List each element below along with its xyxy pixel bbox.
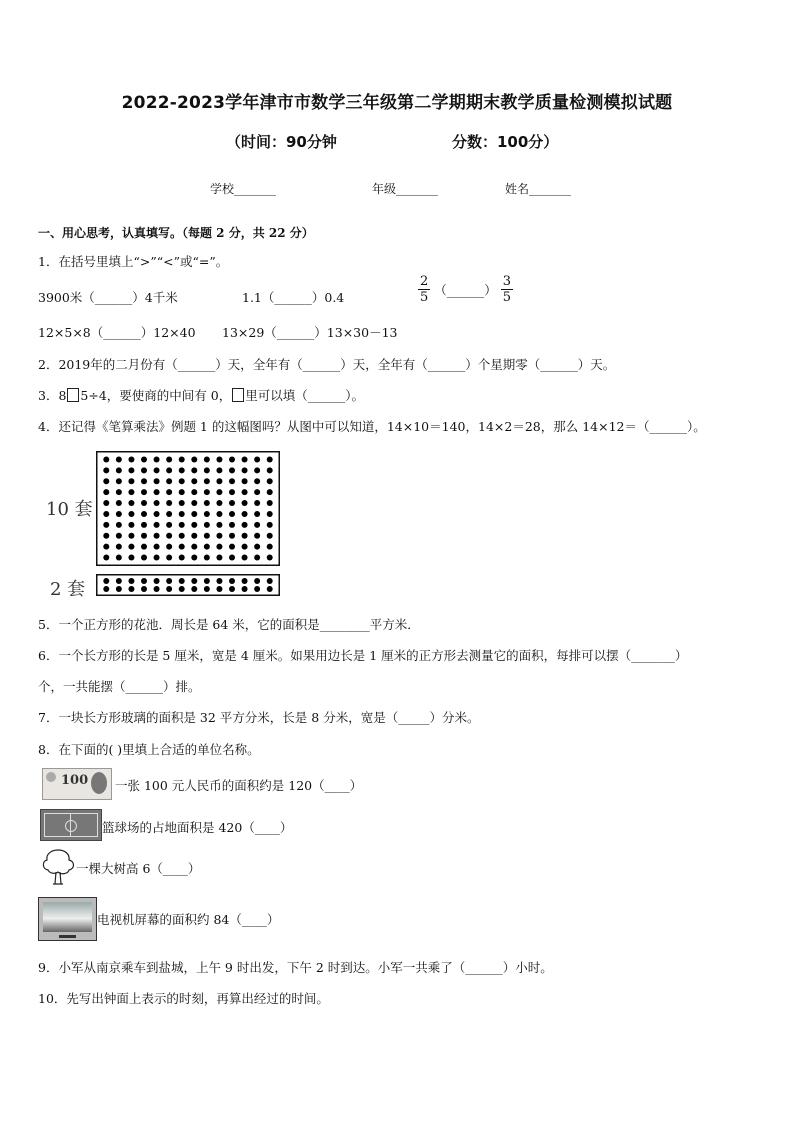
- dot: [154, 511, 160, 517]
- basketball-court-icon: [40, 809, 102, 841]
- question-6-line-2: 个，一共能摆（______）排。: [38, 679, 201, 694]
- dot: [103, 489, 109, 495]
- dot: [179, 555, 185, 561]
- dot: [103, 478, 109, 484]
- question-1-stem: 1．在括号里填上“>”“<”或“=”。: [38, 254, 229, 269]
- dot: [216, 586, 222, 592]
- dot: [128, 456, 134, 462]
- dot: [242, 467, 248, 473]
- dot: [254, 511, 260, 517]
- dot: [166, 489, 172, 495]
- dot: [154, 522, 160, 528]
- dot: [103, 511, 109, 517]
- question-8-d: 电视机屏幕的面积约 84（____）: [97, 912, 280, 927]
- dot: [216, 478, 222, 484]
- dot: [242, 522, 248, 528]
- dot: [166, 578, 172, 584]
- dot-label-2: 2 套: [50, 579, 86, 600]
- question-1-d: 13×29（______）13×30－13: [222, 325, 398, 340]
- dot: [166, 522, 172, 528]
- dot: [204, 456, 210, 462]
- dot: [179, 578, 185, 584]
- dot-array-border: [97, 575, 280, 596]
- dot: [141, 500, 147, 506]
- dot: [191, 586, 197, 592]
- dot: [204, 511, 210, 517]
- school-field[interactable]: 学校_______: [210, 182, 277, 196]
- dot: [216, 544, 222, 550]
- dot: [267, 544, 273, 550]
- dot: [191, 467, 197, 473]
- dot: [154, 456, 160, 462]
- blank-square-icon[interactable]: [232, 388, 244, 402]
- dot: [191, 511, 197, 517]
- dot: [128, 544, 134, 550]
- dot: [229, 522, 235, 528]
- dot: [179, 467, 185, 473]
- dot: [191, 489, 197, 495]
- dot: [103, 578, 109, 584]
- dot: [267, 456, 273, 462]
- question-10: 10．先写出钟面上表示的时刻，再算出经过的时间。: [38, 991, 329, 1006]
- dot: [229, 478, 235, 484]
- dot: [242, 511, 248, 517]
- blank-square-icon[interactable]: [67, 388, 79, 402]
- dot: [103, 522, 109, 528]
- dot: [154, 478, 160, 484]
- dot: [254, 478, 260, 484]
- dot: [191, 555, 197, 561]
- dot: [128, 500, 134, 506]
- television-icon: [38, 897, 97, 941]
- section-heading: 一、用心思考，认真填写。（每题 2 分，共 22 分）: [38, 226, 314, 240]
- dot: [166, 586, 172, 592]
- dot: [267, 467, 273, 473]
- question-3: 3．8 5÷4，要使商的中间有 0， 里可以填（______）。: [38, 388, 364, 403]
- question-6-line-1: 6．一个长方形的长是 5 厘米，宽是 4 厘米。如果用边长是 1 厘米的正方形去测量它的面积，每排可以摆（_______）: [38, 648, 688, 663]
- question-1-a: 3900米（______）4千米: [38, 290, 178, 305]
- dot: [267, 555, 273, 561]
- question-2: 2．2019年的二月份有（______）天，全年有（______）天，全年有（______）个星期零（______）天。: [38, 357, 616, 372]
- dot: [229, 544, 235, 550]
- dot: [179, 500, 185, 506]
- dot-label-10: 10 套: [46, 499, 93, 520]
- fraction-left: $\frac{2}{5}$: [420, 274, 429, 305]
- dot: [191, 500, 197, 506]
- dot: [242, 456, 248, 462]
- dot: [229, 533, 235, 539]
- dot: [216, 578, 222, 584]
- dot: [267, 511, 273, 517]
- dot: [229, 456, 235, 462]
- dot: [141, 578, 147, 584]
- dot: [166, 456, 172, 462]
- dot: [179, 489, 185, 495]
- dot: [141, 489, 147, 495]
- dot: [242, 478, 248, 484]
- dot: [254, 489, 260, 495]
- dot: [116, 533, 122, 539]
- dot: [103, 533, 109, 539]
- dot: [267, 586, 273, 592]
- dot: [154, 489, 160, 495]
- dot: [267, 489, 273, 495]
- question-8-stem: 8．在下面的( )里填上合适的单位名称。: [38, 742, 260, 757]
- dot: [141, 544, 147, 550]
- dot: [141, 586, 147, 592]
- dot: [216, 456, 222, 462]
- exam-score: 分数：100分）: [452, 133, 559, 151]
- dot: [267, 533, 273, 539]
- tree-icon: [40, 846, 76, 886]
- dot: [267, 500, 273, 506]
- dot: [103, 586, 109, 592]
- dot: [166, 478, 172, 484]
- dot: [229, 586, 235, 592]
- dot: [103, 544, 109, 550]
- dot: [254, 544, 260, 550]
- dot: [141, 555, 147, 561]
- dot: [254, 467, 260, 473]
- dot: [116, 586, 122, 592]
- dot: [254, 586, 260, 592]
- dot: [128, 478, 134, 484]
- dot: [204, 533, 210, 539]
- dot: [116, 478, 122, 484]
- dot: [116, 555, 122, 561]
- dot: [204, 522, 210, 528]
- dot: [191, 522, 197, 528]
- dot: [216, 533, 222, 539]
- dot: [242, 555, 248, 561]
- dot: [216, 522, 222, 528]
- dot: [204, 555, 210, 561]
- dot: [254, 533, 260, 539]
- dot: [204, 467, 210, 473]
- dot: [116, 467, 122, 473]
- dot: [204, 544, 210, 550]
- dot: [154, 533, 160, 539]
- dot: [116, 511, 122, 517]
- dot: [179, 544, 185, 550]
- dot: [229, 489, 235, 495]
- dot: [216, 467, 222, 473]
- dot: [229, 500, 235, 506]
- dot: [154, 467, 160, 473]
- dot: [229, 511, 235, 517]
- dot: [204, 586, 210, 592]
- dot: [166, 533, 172, 539]
- dot: [204, 478, 210, 484]
- dot: [154, 586, 160, 592]
- dot: [204, 500, 210, 506]
- dot: [116, 522, 122, 528]
- dot: [116, 500, 122, 506]
- dot-array-10-rows: [96, 451, 280, 566]
- dot: [242, 489, 248, 495]
- dot: [204, 489, 210, 495]
- dot: [103, 456, 109, 462]
- dot: [216, 555, 222, 561]
- dot: [141, 533, 147, 539]
- dot: [103, 555, 109, 561]
- dot: [128, 467, 134, 473]
- dot: [128, 586, 134, 592]
- dot: [154, 500, 160, 506]
- dot: [242, 586, 248, 592]
- dot: [191, 533, 197, 539]
- dot: [154, 578, 160, 584]
- dot: [204, 578, 210, 584]
- dot: [254, 500, 260, 506]
- question-5: 5．一个正方形的花池．周长是 64 米，它的面积是________平方米．: [38, 617, 420, 632]
- question-8-c: 一棵大树高 6（____）: [76, 861, 201, 876]
- dot: [141, 522, 147, 528]
- dot: [166, 511, 172, 517]
- dot-array-border: [97, 452, 280, 566]
- dot: [103, 500, 109, 506]
- dot: [141, 511, 147, 517]
- dot: [179, 533, 185, 539]
- exam-time: （时间：90分钟: [226, 133, 337, 151]
- question-9: 9．小军从南京乘车到盐城，上午 9 时出发，下午 2 时到达。小军一共乘了（______）小时。: [38, 960, 553, 975]
- question-4: 4．还记得《笔算乘法》例题 1 的这幅图吗？从图中可以知道，14×10＝140，14×2＝28，那么 14×12＝（______）。: [38, 419, 706, 434]
- dot: [191, 544, 197, 550]
- dot: [191, 578, 197, 584]
- question-1-b: 1.1（______）0.4: [242, 290, 345, 305]
- fraction-right: $\frac{3}{5}$: [502, 274, 512, 305]
- dot: [154, 544, 160, 550]
- dot: [242, 533, 248, 539]
- dot: [116, 578, 122, 584]
- dot: [116, 456, 122, 462]
- dot: [128, 489, 134, 495]
- question-1-fraction-compare: [418, 274, 513, 305]
- question-1-c: 12×5×8（______）12×40: [38, 325, 196, 340]
- dot: [242, 578, 248, 584]
- dot: [116, 489, 122, 495]
- page-title: 2022-2023学年津市市数学三年级第二学期期末教学质量检测模拟试题: [121, 93, 673, 113]
- dot: [103, 467, 109, 473]
- answer-blank[interactable]: （______）: [434, 282, 497, 298]
- dot: [191, 478, 197, 484]
- dot: [141, 478, 147, 484]
- dot: [128, 555, 134, 561]
- dot: [216, 511, 222, 517]
- dot: [229, 555, 235, 561]
- dot: [128, 522, 134, 528]
- question-8-a: 一张 100 元人民币的面积约是 120（____）: [115, 778, 363, 793]
- dot-array-2-rows: [96, 574, 280, 596]
- dot: [179, 522, 185, 528]
- dot: [254, 522, 260, 528]
- dot: [216, 489, 222, 495]
- dot: [141, 456, 147, 462]
- dot: [254, 555, 260, 561]
- dot: [166, 555, 172, 561]
- dot: [128, 533, 134, 539]
- dot: [267, 522, 273, 528]
- dot: [216, 500, 222, 506]
- dot: [267, 578, 273, 584]
- dot: [166, 467, 172, 473]
- dot: [128, 578, 134, 584]
- dot: [179, 511, 185, 517]
- dot: [191, 456, 197, 462]
- dot: [179, 478, 185, 484]
- dot: [242, 500, 248, 506]
- dot: [229, 578, 235, 584]
- name-field[interactable]: 姓名_______: [505, 182, 572, 196]
- dot: [116, 544, 122, 550]
- dot: [254, 456, 260, 462]
- dot: [141, 467, 147, 473]
- dot: [179, 456, 185, 462]
- question-7: 7．一块长方形玻璃的面积是 32 平方分米，长是 8 分米，宽是（_____）分米。: [38, 710, 480, 725]
- banknote-icon: 100: [42, 768, 112, 800]
- grade-field[interactable]: 年级_______: [372, 182, 439, 196]
- dot: [179, 586, 185, 592]
- question-8-b: 篮球场的占地面积是 420（____）: [102, 820, 293, 835]
- dot: [128, 511, 134, 517]
- dot: [166, 544, 172, 550]
- dot: [166, 500, 172, 506]
- dot: [154, 555, 160, 561]
- dot: [242, 544, 248, 550]
- dot: [229, 467, 235, 473]
- dot: [267, 478, 273, 484]
- dot: [254, 578, 260, 584]
